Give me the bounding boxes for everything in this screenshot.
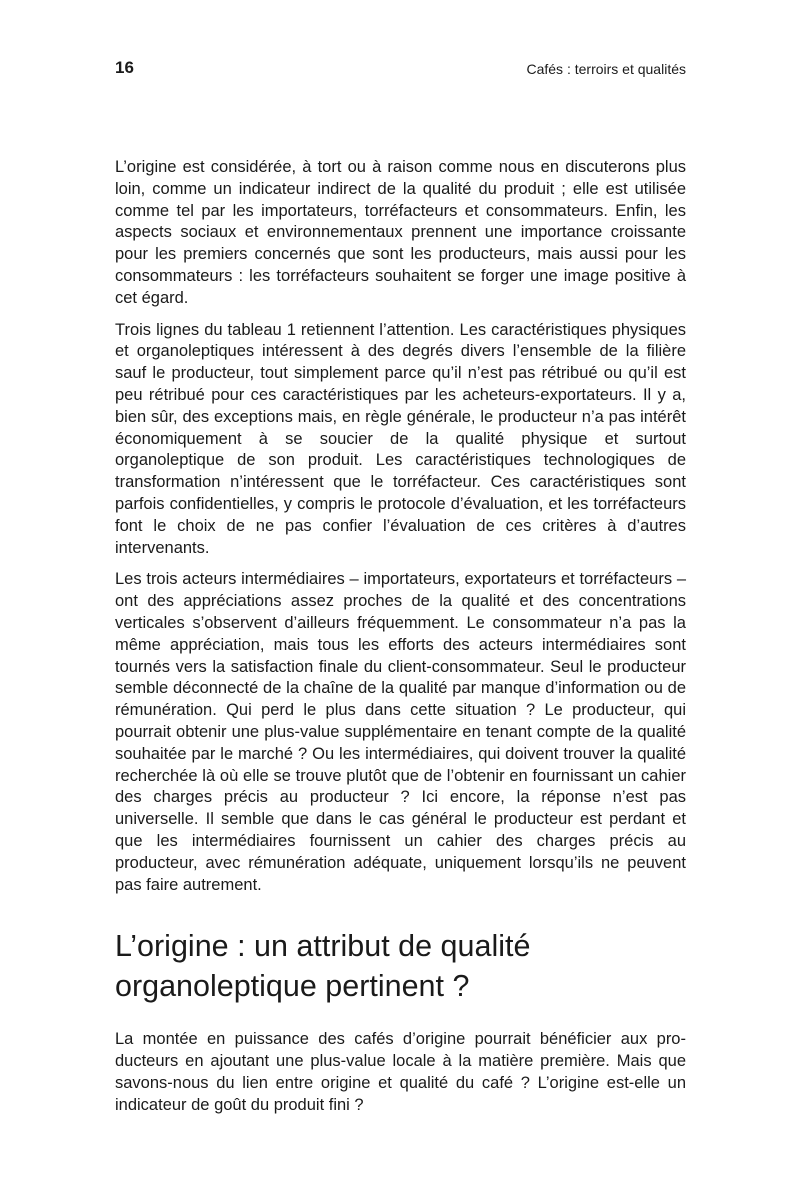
page-number: 16	[115, 58, 134, 77]
body-paragraph: Les trois acteurs intermédiaires – importateurs, exportateurs et torréfacteurs – ont des appréciations assez proches de la qualité et des concentrations verticales s’observent d’ailleurs fréquemment. Le consommateur n’a pas la même appréciation, mais tous les efforts des acteurs intermédiaires sont tournés vers la satisfaction finale du client-consommateur. Seul le producteur semble déconnecté de la chaîne de la qualité par manque d’information ou de rémunération. Qui perd le plus dans cette situation ? Le producteur, qui pourrait obtenir une plus-value supplémentaire en tenant compte de la qualité souhaitée par le marché ? Ou les intermédiaires, qui doivent trouver la qualité recherchée là où elle se trouve plutôt que de l’obtenir en fournissant un cahier des charges précis au producteur ? Ici encore, la réponse n’est pas universelle. Il semble que dans le cas général le producteur est perdant et que les intermédiaires fournissent un cahier des charges précis au producteur, avec rémunération adéquate, uniquement lorsqu’ils ne peuvent pas faire autrement.	[115, 570, 686, 894]
running-head: Cafés : terroirs et qualités	[526, 61, 686, 77]
page-body	[115, 157, 686, 1126]
body-paragraph: L’origine est considérée, à tort ou à raison comme nous en discuterons plus loin, comme un indicateur indirect de la qualité du produit ; elle est utilisée comme tel par les importateurs, torréfacteurs et consommateurs. Enfin, les aspects sociaux et environnementaux prennent une importance croissante pour les premiers concernés que sont les producteurs, mais aussi pour les consommateurs : les torréfacteurs souhaitent se forger une image positive à cet égard.	[115, 158, 686, 307]
section-heading: L’origine : un attribut de qualité organoleptique pertinent ?	[115, 929, 531, 1004]
body-paragraph: Trois lignes du tableau 1 retiennent l’attention. Les caractéristiques physiques et organoleptiques intéressent à des degrés divers l’ensemble de la filière sauf le producteur, tout simplement parce qu’il n’est pas rétribué ou qu’il est peu rétribué pour ces caractéristiques par les acheteurs-exportateurs. Il y a, bien sûr, des exceptions mais, en règle générale, le producteur n’a pas intérêt économiquement à se soucier de la qualité physique et surtout organoleptique de son produit. Les caractéristiques technologiques de transformation n’intéressent que le torréfacteur. Ces caractéristiques sont parfois confidentielles, y compris le protocole d’évaluation, et les torréfacteurs font le choix de ne pas confier l’évaluation de ces critères à d’autres intervenants.	[115, 320, 686, 557]
section-paragraph: La montée en puissance des cafés d’origine pourrait bénéficier aux producteurs en ajoutant une plus-value locale à la matière première. Mais que savons-nous du lien entre origine et qualité du café ? L’origine est-elle un indicateur de goût du produit fini ?	[115, 1030, 686, 1114]
